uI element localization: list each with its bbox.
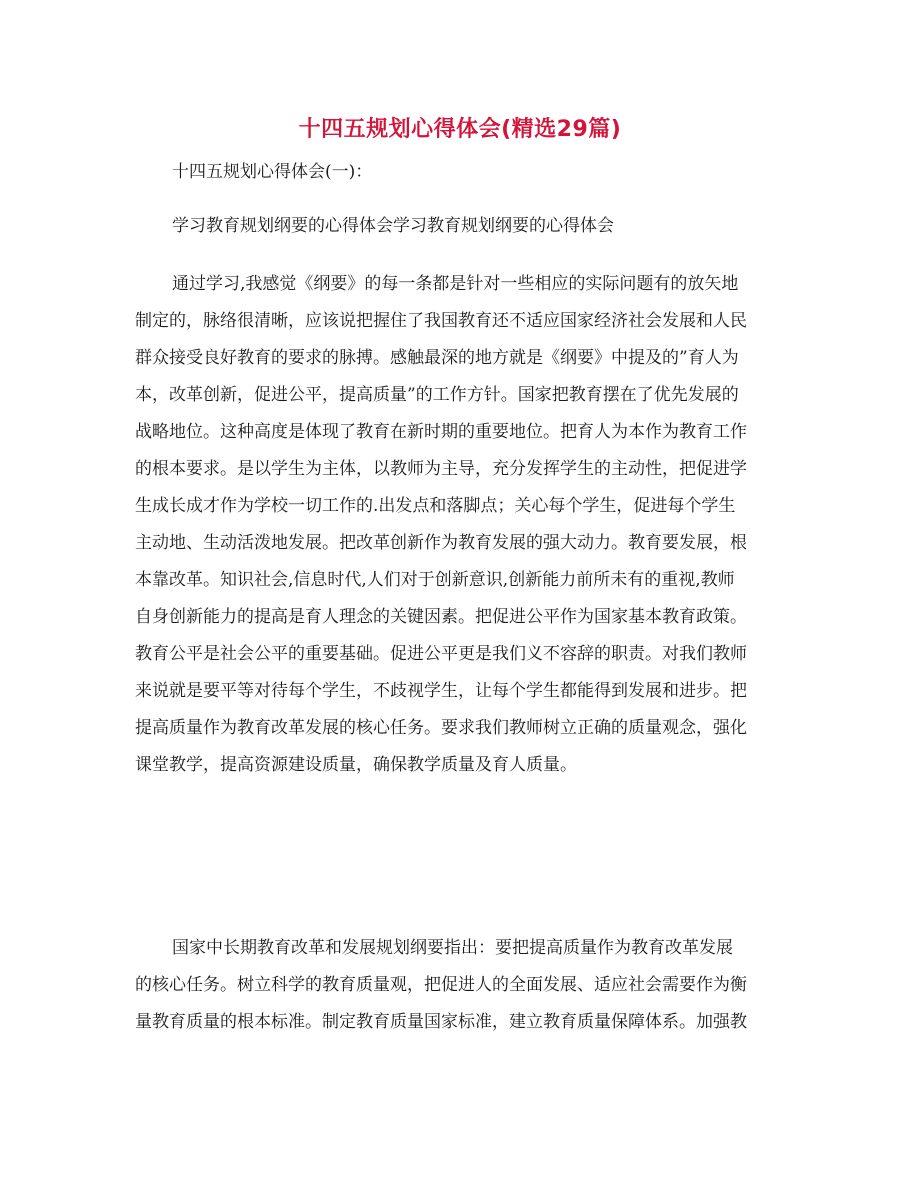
paragraph-1-line: 生成长成才作为学校一切工作的.出发点和落脚点；关心每个学生，促进每个学生 — [135, 496, 736, 516]
paragraph-1-line: 教育公平是社会公平的重要基础。促进公平更是我们义不容辞的职责。对我们教师 — [135, 644, 747, 664]
paragraph-1-line: 主动地、生动活泼地发展。把改革创新作为教育发展的强大动力。教育要发展，根 — [135, 533, 747, 553]
document-title: 十四五规划心得体会(精选29篇) — [298, 117, 622, 142]
paragraph-2-line: 国家中长期教育改革和发展规划纲要指出：要把提高质量作为教育改革发展 — [172, 938, 733, 958]
paragraph-1-line: 通过学习,我感觉《纲要》的每一条都是针对一些相应的实际问题有的放矢地 — [172, 274, 739, 294]
paragraph-2-line: 量教育质量的根本标准。制定教育质量国家标准，建立教育质量保障体系。加强教 — [135, 1012, 747, 1032]
paragraph-1-line: 提高质量作为教育改革发展的核心任务。要求我们教师树立正确的质量观念，强化 — [135, 718, 747, 738]
paragraph-1 — [135, 266, 785, 784]
paragraph-1-line: 战略地位。这种高度是体现了教育在新时期的重要地位。把育人为本作为教育工作 — [135, 422, 747, 442]
section-heading: 十四五规划心得体会(一)： — [172, 162, 373, 182]
paragraph-1-line: 本，改革创新，促进公平，提高质量”的工作方针。国家把教育摆在了优先发展的 — [135, 385, 739, 405]
paragraph-1-line: 来说就是要平等对待每个学生，不歧视学生，让每个学生都能得到发展和进步。把 — [135, 681, 747, 701]
paragraph-1-line: 的根本要求。是以学生为主体，以教师为主导，充分发挥学生的主动性，把促进学 — [135, 459, 747, 479]
paragraph-2-line: 的核心任务。树立科学的教育质量观，把促进人的全面发展、适应社会需要作为衡 — [135, 975, 747, 995]
subtitle: 学习教育规划纲要的心得体会学习教育规划纲要的心得体会 — [172, 216, 614, 236]
paragraph-1-line: 制定的，脉络很清晰，应该说把握住了我国教育还不适应国家经济社会发展和人民 — [135, 311, 747, 331]
paragraph-1-line: 课堂教学，提高资源建设质量，确保教学质量及育人质量。 — [135, 755, 577, 775]
paragraph-1-line: 群众接受良好教育的要求的脉搏。感触最深的地方就是《纲要》中提及的”育人为 — [135, 348, 739, 368]
paragraph-1-line: 自身创新能力的提高是育人理念的关键因素。把促进公平作为国家基本教育政策。 — [135, 607, 747, 627]
paragraph-2 — [135, 930, 785, 1041]
paragraph-1-line: 本靠改革。知识社会,信息时代,人们对于创新意识,创新能力前所未有的重视,教师 — [135, 570, 735, 590]
